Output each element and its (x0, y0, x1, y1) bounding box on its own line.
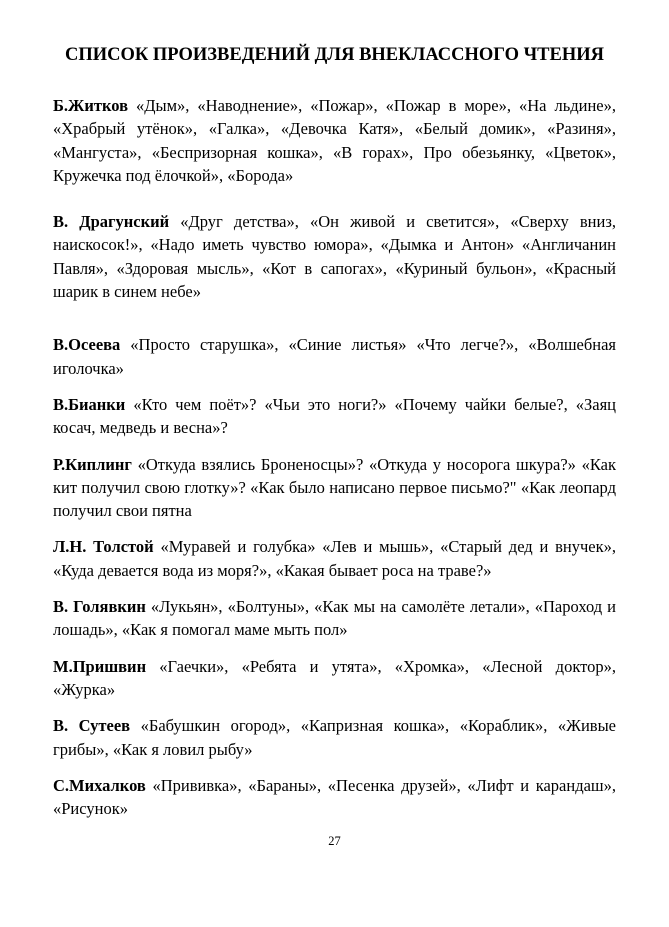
author-name: В. Голявкин (53, 597, 146, 617)
works-list: «Лукьян», «Болтуны», «Как мы на самолёте летали», «Пароход и лошадь», «Как я помогал маме мыть пол» (53, 597, 616, 640)
author-name: В.Осеева (53, 335, 121, 355)
works-list: «Муравей и голубка» «Лев и мышь», «Старый дед и внучек», «Куда девается вода из моря?», «Какая бывает роса на траве?» (53, 537, 616, 580)
author-name: В. Сутеев (53, 716, 131, 736)
reading-list-entry (53, 774, 616, 821)
reading-list-entry (53, 655, 616, 702)
reading-list-entry (53, 210, 616, 303)
reading-list-entry (53, 94, 616, 187)
author-name: В. Драгунский (53, 212, 170, 232)
reading-list-entry (53, 595, 616, 642)
author-name: С.Михалков (53, 775, 146, 795)
works-list: «Просто старушка», «Синие листья» «Что легче?», «Волшебная иголочка» (53, 335, 616, 378)
author-name: Б.Житков (53, 96, 128, 115)
document-title: СПИСОК ПРОИЗВЕДЕНИЙ ДЛЯ ВНЕКЛАССНОГО ЧТЕНИЯ (64, 45, 605, 65)
works-list: «Дым», «Наводнение», «Пожар», «Пожар в море», «На льдине», «Храбрый утёнок», «Галка», «Девочка Катя», «Белый домик», «Разиня», «Мангуста», «Беспризорная кошка», «В горах», Про обезьянку, «Цветок», Кружечка под ёлочкой», «Борода» (53, 96, 616, 185)
reading-list (53, 94, 616, 820)
works-list: «Откуда взялись Броненосцы»? «Откуда у носорога шкура?» «Как кит получил свою глотку»? «Как было написано первое письмо?" «Как леопард получил свои пятна (53, 454, 616, 521)
author-name: В.Бианки (53, 394, 126, 414)
author-name: М.Пришвин (53, 656, 147, 676)
reading-list-entry (53, 535, 616, 582)
works-list: «Кто чем поёт»? «Чьи это ноги?» «Почему чайки белые?, «Заяц косач, медведь и весна»? (53, 394, 616, 438)
reading-list-entry (53, 453, 616, 523)
works-list: «Прививка», «Бараны», «Песенка друзей», «Лифт и карандаш», «Рисунок» (53, 775, 616, 819)
author-name: Л.Н. Толстой (53, 537, 154, 557)
author-name: Р.Киплинг (53, 454, 132, 474)
works-list: «Бабушкин огород», «Капризная кошка», «Кораблик», «Живые грибы», «Как я ловил рыбу» (53, 716, 616, 759)
reading-list-entry (53, 393, 616, 440)
reading-list-entry (53, 714, 616, 761)
works-list: «Друг детства», «Он живой и светится», «Сверху вниз, наискосок!», «Надо иметь чувство юмора», «Дымка и Антон» «Англичанин Павля», «Здоровая мысль», «Кот в сапогах», «Куриный бульон», «Красный шарик в синем небе» (53, 212, 616, 302)
works-list: «Гаечки», «Ребята и утята», «Хромка», «Лесной доктор», «Журка» (53, 656, 616, 699)
reading-list-entry (53, 333, 616, 380)
page-number: 27 (328, 834, 341, 849)
